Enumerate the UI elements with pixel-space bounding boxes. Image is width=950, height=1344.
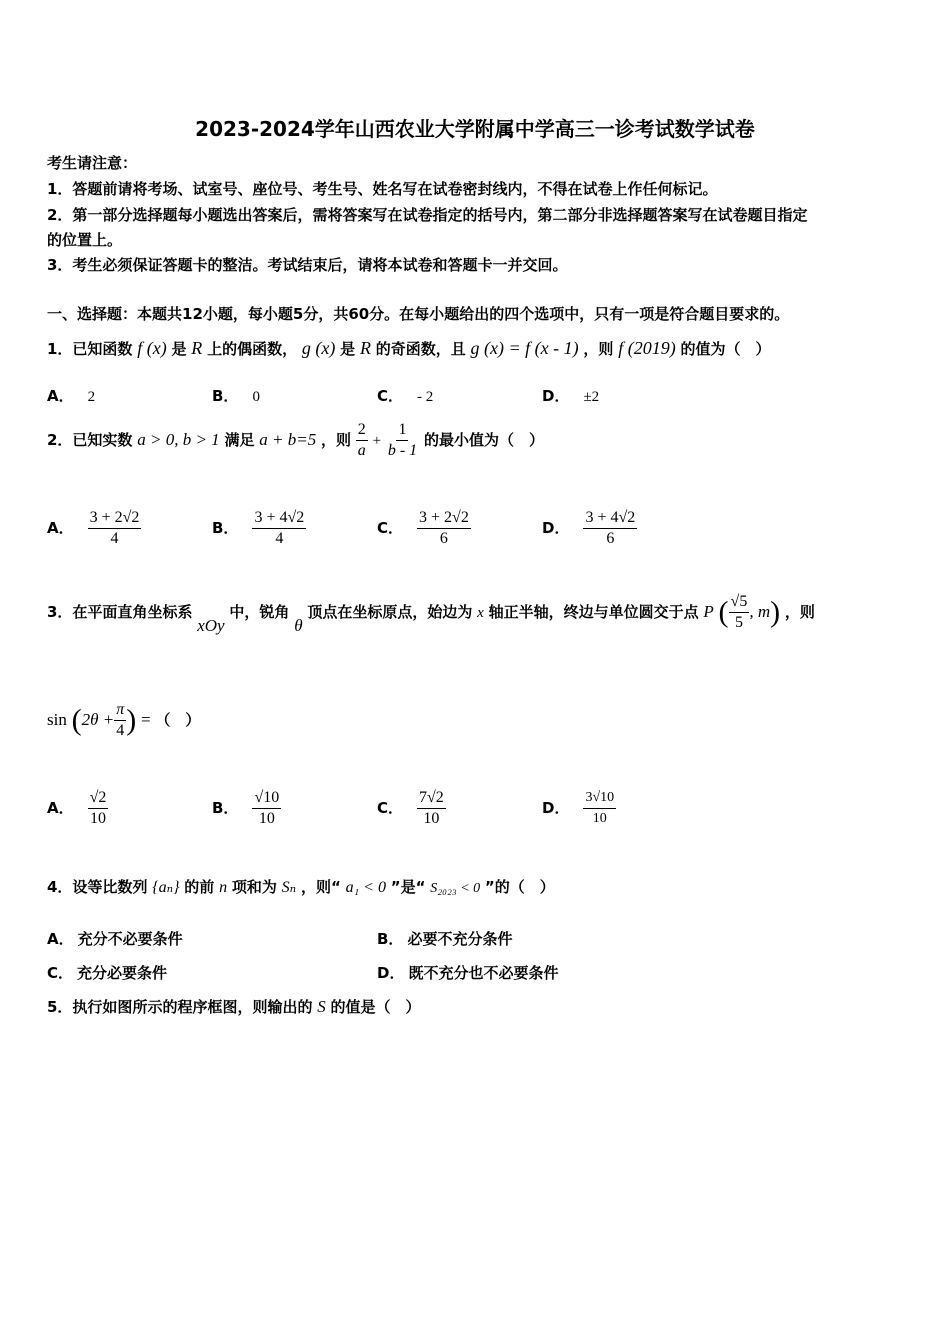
q5-S: S xyxy=(317,997,326,1016)
q4-option-d xyxy=(377,962,558,983)
q2-sum: a + b=5 xyxy=(259,430,317,449)
numerator: 2 xyxy=(356,420,368,441)
q1-text: 的值为（ ） xyxy=(680,340,771,358)
section-heading: 一、选择题：本题共12小题，每小题5分，共60分。在每小题给出的四个选项中，只有一项是符合题目要求的。 xyxy=(47,305,790,323)
notice-heading: 考生请注意： xyxy=(47,154,138,172)
option-value: 0 xyxy=(252,389,260,405)
option-value: 必要不充分条件 xyxy=(407,930,513,948)
option-fraction xyxy=(88,788,109,829)
q1-option-c xyxy=(377,385,433,406)
q4-n: n xyxy=(219,879,228,896)
option-value: 充分不必要条件 xyxy=(77,930,183,948)
q1-option-d xyxy=(542,385,599,406)
numerator: 3 + 4√2 xyxy=(252,508,306,529)
q3-theta: θ xyxy=(294,616,303,635)
question-4 xyxy=(47,872,555,904)
q2-option-b xyxy=(212,508,306,549)
denominator: 6 xyxy=(439,530,448,547)
denominator: 4 xyxy=(110,530,119,547)
q3-xoy: xOy xyxy=(197,616,225,635)
q3-option-c xyxy=(377,788,446,829)
q1-option-b xyxy=(212,385,260,406)
denominator: 10 xyxy=(592,811,607,826)
q2-option-a xyxy=(47,508,141,549)
denominator: 10 xyxy=(258,810,275,827)
q3-text: ，则 xyxy=(784,603,815,621)
q3-option-b xyxy=(212,788,281,829)
q4-text: 项和为 xyxy=(231,878,277,896)
option-label: D． xyxy=(377,964,405,982)
option-label: B． xyxy=(212,387,239,405)
option-label: C． xyxy=(377,387,404,405)
numerator: 1 xyxy=(396,420,408,441)
option-fraction xyxy=(88,508,142,549)
q3-pi-fraction xyxy=(114,700,126,741)
option-value: 充分必要条件 xyxy=(77,964,168,982)
option-fraction xyxy=(583,508,637,549)
q4-text: ，则“ xyxy=(300,878,341,896)
question-5 xyxy=(47,996,421,1017)
q3-expression xyxy=(47,700,200,741)
numerator: π xyxy=(114,700,126,721)
denominator: b - 1 xyxy=(387,442,418,459)
q3-option-d xyxy=(542,788,616,829)
option-label: B． xyxy=(212,519,239,537)
denominator: 4 xyxy=(116,722,125,739)
q2-stem: 2．已知实数 xyxy=(47,431,133,449)
q3-inner: 2θ + xyxy=(81,710,115,729)
q3-stem: 3．在平面直角坐标系 xyxy=(47,603,193,621)
option-label: C． xyxy=(377,519,404,537)
question-1 xyxy=(47,330,771,367)
option-label: D． xyxy=(542,519,570,537)
q2-condition: a > 0, b > 1 xyxy=(137,430,220,449)
notice-item-3: 3．考生必须保证答题卡的整洁。考试结束后，请将本试卷和答题卡一并交回。 xyxy=(47,256,568,274)
q3-point-fraction xyxy=(729,592,750,633)
q5-stem: 5．执行如图所示的程序框图，则输出的 xyxy=(47,998,313,1016)
numerator: 3 + 2√2 xyxy=(417,508,471,529)
numerator: 7√2 xyxy=(417,788,446,809)
q2-fraction-1 xyxy=(356,420,368,461)
q1-option-a xyxy=(47,385,95,406)
numerator: 3 + 2√2 xyxy=(88,508,142,529)
q4-option-c xyxy=(47,962,167,983)
numerator: 3√10 xyxy=(583,788,616,809)
option-fraction xyxy=(252,788,281,829)
q2-text: 满足 xyxy=(224,431,255,449)
option-label: C． xyxy=(47,964,74,982)
option-label: B． xyxy=(377,930,404,948)
option-value: - 2 xyxy=(417,389,434,405)
q1-fx: f (x) xyxy=(137,338,167,358)
option-value: ±2 xyxy=(583,389,600,405)
denominator: 4 xyxy=(275,530,284,547)
q4-Sn: Sₙ xyxy=(281,879,297,896)
q3-m: , m xyxy=(749,602,771,621)
q1-f2019: f (2019) xyxy=(618,338,676,358)
option-label: A． xyxy=(47,519,74,537)
q3-sin: sin xyxy=(47,710,67,729)
notice-item-2-cont: 的位置上。 xyxy=(47,231,123,249)
q1-R: R xyxy=(359,338,371,358)
question-3 xyxy=(47,592,815,633)
option-label: D． xyxy=(542,799,570,817)
q3-text: 中，锐角 xyxy=(229,603,290,621)
option-label: B． xyxy=(212,799,239,817)
numerator: √2 xyxy=(88,788,109,809)
close-paren: ) xyxy=(770,595,781,629)
q4-option-b xyxy=(377,928,512,949)
numerator: 3 + 4√2 xyxy=(583,508,637,529)
option-label: A． xyxy=(47,387,74,405)
q3-text: 顶点在坐标原点，始边为 xyxy=(307,603,473,621)
q3-x: x xyxy=(477,605,484,621)
q1-text: ，则 xyxy=(583,340,614,358)
notice-item-1: 1．答题前请将考场、试室号、座位号、考生号、姓名写在试卷密封线内，不得在试卷上作任何标记。 xyxy=(47,180,718,198)
denominator: 10 xyxy=(423,810,440,827)
q3-point-P: P xyxy=(703,602,714,621)
q3-text: （ ） xyxy=(155,711,201,729)
option-label: D． xyxy=(542,387,570,405)
q4-condition-1: a₁ < 0 xyxy=(345,879,386,896)
q2-text: 的最小值为（ ） xyxy=(423,431,544,449)
denominator: 6 xyxy=(606,530,615,547)
option-label: C． xyxy=(377,799,404,817)
q1-equation: g (x) = f (x - 1) xyxy=(470,338,579,358)
q2-text: ，则 xyxy=(321,431,352,449)
q4-text: ”的（ ） xyxy=(484,878,555,896)
q1-text: 上的偶函数， xyxy=(207,340,298,358)
option-fraction xyxy=(252,508,306,549)
page-title: 2023-2024学年山西农业大学附属中学高三一诊考试数学试卷 xyxy=(195,117,755,141)
q4-stem: 4．设等比数列 xyxy=(47,878,148,896)
option-fraction xyxy=(417,508,471,549)
option-fraction xyxy=(417,788,446,829)
option-label: A． xyxy=(47,930,74,948)
q1-text: 是 xyxy=(171,340,187,358)
q4-text: 的前 xyxy=(184,878,215,896)
close-paren: ) xyxy=(126,703,137,737)
q4-sequence: {aₙ} xyxy=(152,879,180,896)
option-value: 既不充分也不必要条件 xyxy=(408,964,559,982)
numerator: √10 xyxy=(252,788,281,809)
option-label: A． xyxy=(47,799,74,817)
open-paren: ( xyxy=(71,703,82,737)
denominator: 10 xyxy=(90,810,106,827)
q4-text: ”是“ xyxy=(390,878,426,896)
q5-text: 的值是（ ） xyxy=(330,998,421,1016)
q1-text: 是 xyxy=(340,340,356,358)
question-2 xyxy=(47,420,544,461)
q3-option-a xyxy=(47,788,108,829)
q2-option-c xyxy=(377,508,471,549)
q4-condition-2: S₂₀₂₃ < 0 xyxy=(430,881,481,896)
q2-option-d xyxy=(542,508,637,549)
q1-text: 的奇函数，且 xyxy=(375,340,466,358)
q2-plus: + xyxy=(372,433,382,449)
q3-equals: = xyxy=(141,710,151,729)
open-paren: ( xyxy=(718,595,729,629)
q1-gx: g (x) xyxy=(301,338,336,358)
option-value: 2 xyxy=(87,389,96,405)
numerator: √5 xyxy=(729,592,750,613)
notice-item-2: 2．第一部分选择题每小题选出答案后，需将答案写在试卷指定的括号内，第二部分非选择题答案写在试卷题目指定 xyxy=(47,206,808,224)
q1-stem: 1．已知函数 xyxy=(47,340,133,358)
denominator: 5 xyxy=(734,614,743,631)
q2-fraction-2 xyxy=(386,420,419,461)
q4-option-a xyxy=(47,928,183,949)
q1-R: R xyxy=(191,338,203,358)
denominator: a xyxy=(357,442,366,459)
q3-text: 轴正半轴，终边与单位圆交于点 xyxy=(488,603,699,621)
option-fraction xyxy=(583,788,616,829)
